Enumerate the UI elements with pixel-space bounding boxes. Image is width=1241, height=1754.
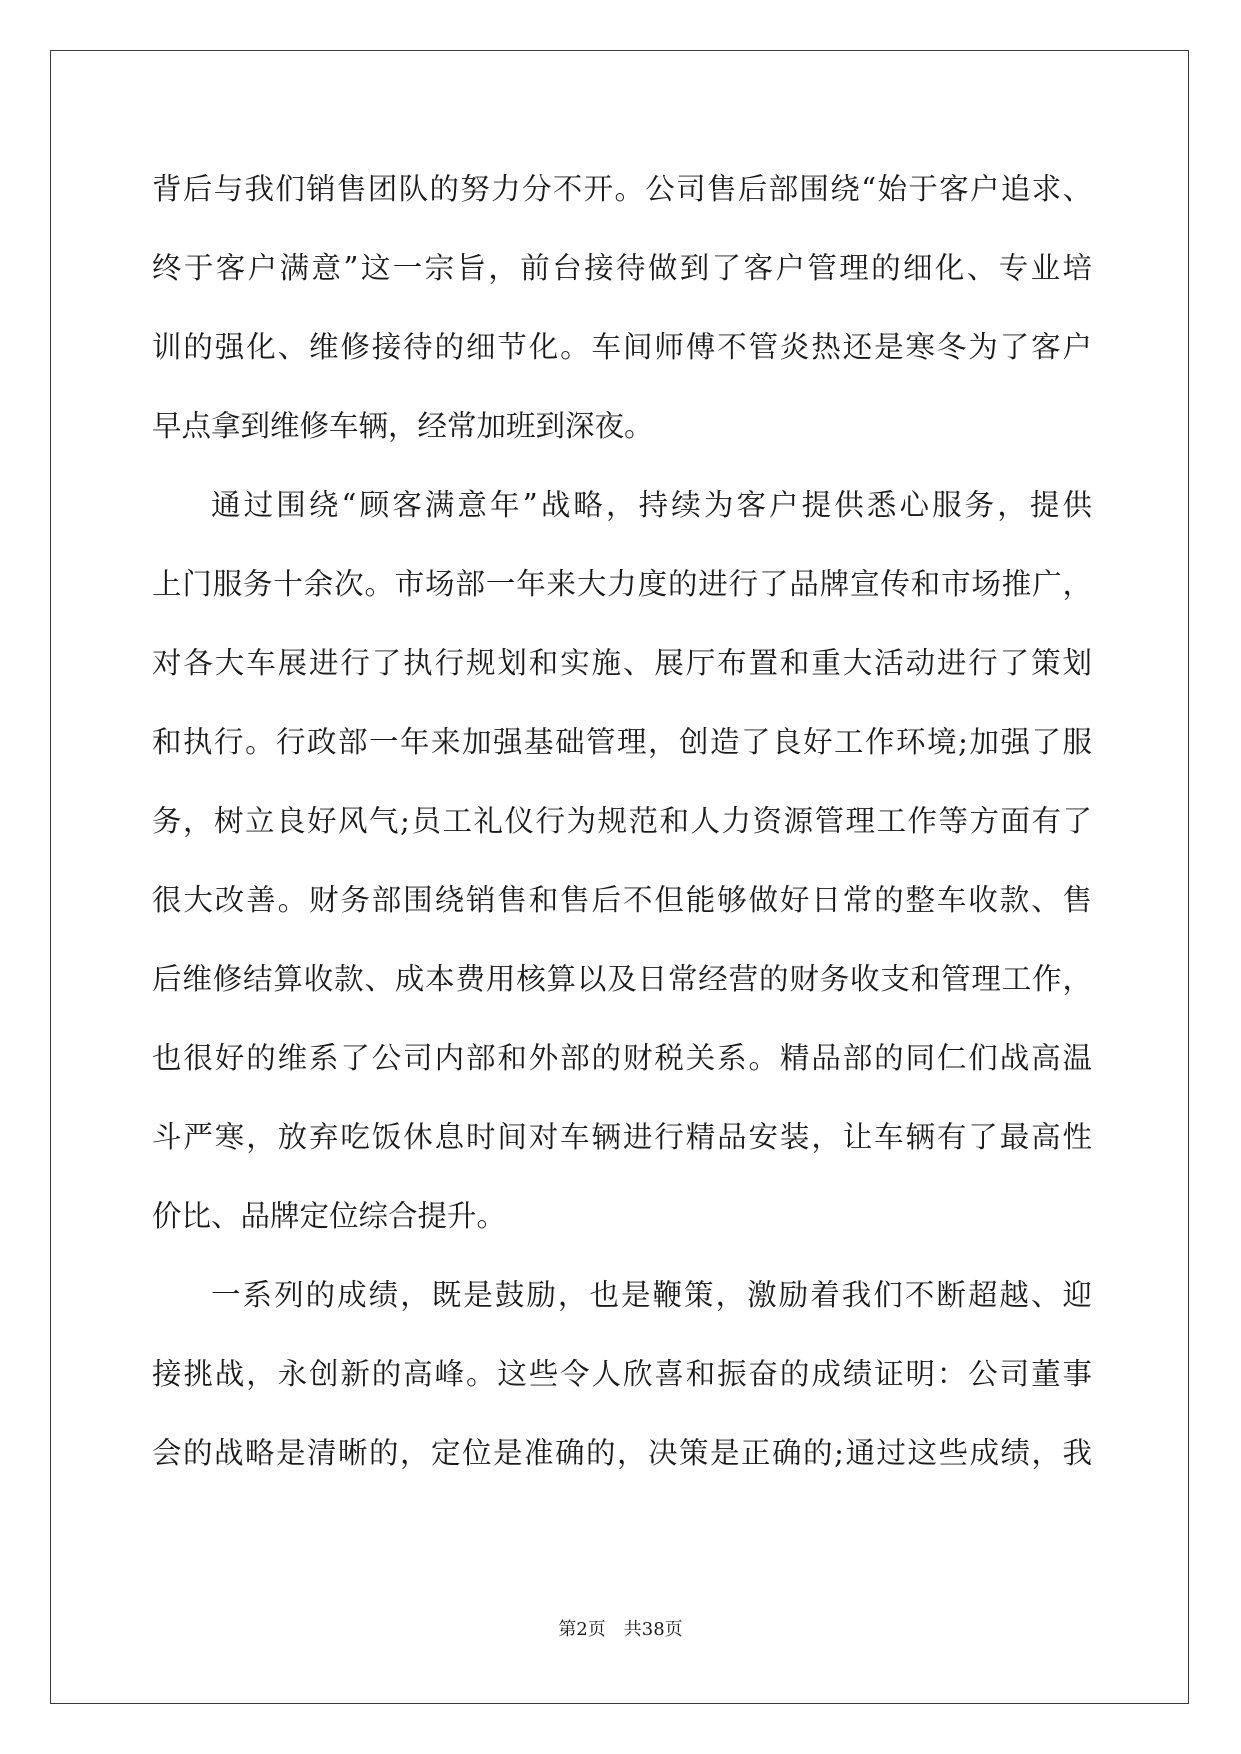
text-line: 务，树立良好风气;员工礼仪行为规范和人力资源管理工作等方面有了 (152, 804, 1092, 838)
text-line: 早点拿到维修车辆，经常加班到深夜。 (152, 409, 654, 443)
text-line: 训的强化、维修接待的细节化。车间师傅不管炎热还是寒冬为了客户 (152, 330, 1092, 364)
text-line: 很大改善。财务部围绕销售和售后不但能够做好日常的整车收款、售 (152, 883, 1092, 917)
text-line: 对各大车展进行了执行规划和实施、展厅布置和重大活动进行了策划 (152, 646, 1092, 680)
text-line: 和执行。行政部一年来加强基础管理，创造了良好工作环境;加强了服 (152, 725, 1092, 759)
text-line: 也很好的维系了公司内部和外部的财税关系。精品部的同仁们战高温 (152, 1041, 1092, 1075)
text-line: 终于客户满意”这一宗旨，前台接待做到了客户管理的细化、专业培 (152, 251, 1092, 285)
text-line: 后维修结算收款、成本费用核算以及日常经营的财务收支和管理工作， (152, 962, 1092, 996)
text-line: 价比、品牌定位综合提升。 (152, 1199, 507, 1233)
text-line: 上门服务十余次。市场部一年来大力度的进行了品牌宣传和市场推广， (152, 567, 1092, 601)
paragraph-first-line: 一系列的成绩，既是鼓励，也是鞭策，激励着我们不断超越、迎 (211, 1278, 1092, 1312)
page-number: 第2页 (558, 1619, 606, 1640)
paragraph-first-line: 通过围绕“顾客满意年”战略，持续为客户提供悉心服务，提供 (211, 488, 1092, 522)
page-footer (0, 1615, 1241, 1641)
text-line: 斗严寒，放弃吃饭休息时间对车辆进行精品安装，让车辆有了最高性 (152, 1120, 1092, 1154)
page-total: 共38页 (623, 1619, 683, 1640)
document-body (152, 150, 1092, 1493)
text-line: 会的战略是清晰的，定位是准确的，决策是正确的;通过这些成绩，我 (152, 1436, 1092, 1470)
text-line: 背后与我们销售团队的努力分不开。公司售后部围绕“始于客户追求、 (152, 172, 1092, 206)
text-line: 接挑战，永创新的高峰。这些令人欣喜和振奋的成绩证明：公司董事 (152, 1357, 1092, 1391)
